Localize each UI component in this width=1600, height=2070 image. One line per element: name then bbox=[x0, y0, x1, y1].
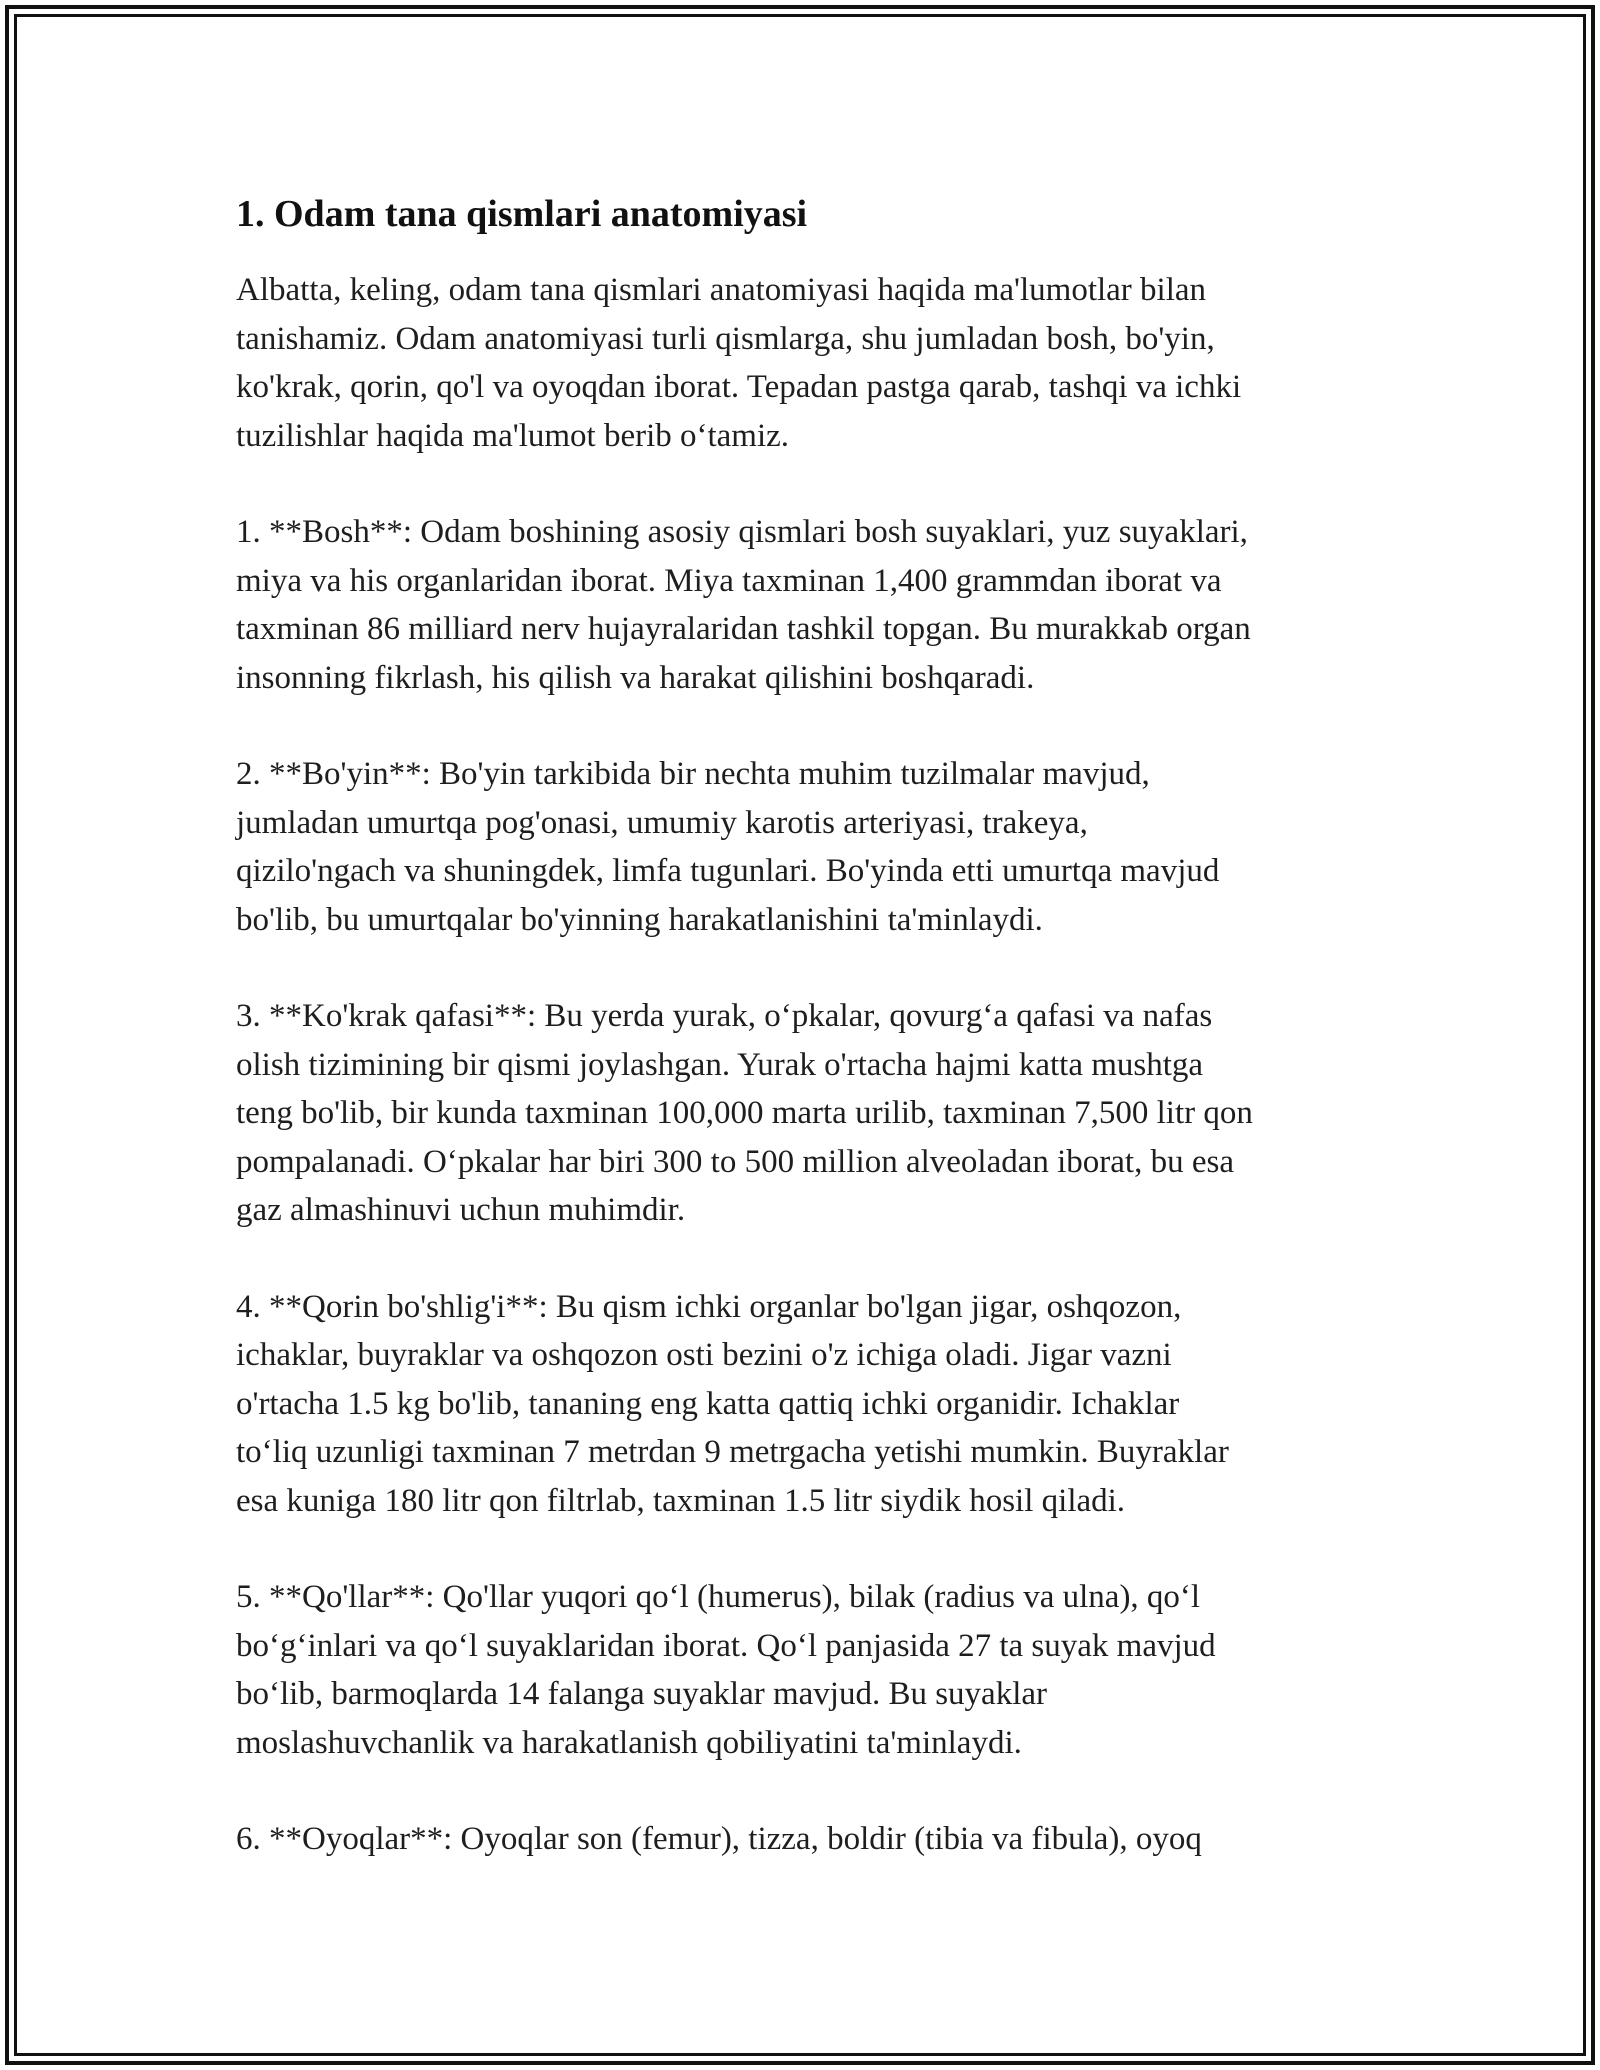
paragraph-line: 5. **Qo'llar**: Qo'llar yuqori qo‘l (humerus), bilak (radius va ulna), qo‘l bbox=[236, 1579, 1201, 1615]
document-body bbox=[236, 186, 1376, 1912]
paragraph-line: Albatta, keling, odam tana qismlari anatomiyasi haqida ma'lumotlar bilan bbox=[236, 272, 1207, 308]
paragraph-line: bo‘g‘inlari va qo‘l suyaklaridan iborat. Qo‘l panjasida 27 ta suyak mavjud bbox=[236, 1627, 1216, 1664]
paragraph-list bbox=[236, 266, 1376, 1864]
paragraph-line: o'rtacha 1.5 kg bo'lib, tananing eng katta qattiq ichki organidir. Ichaklar bbox=[236, 1385, 1180, 1422]
paragraph-line: olish tizimining bir qismi joylashgan. Yurak o'rtacha hajmi katta mushtga bbox=[236, 1046, 1204, 1083]
paragraph-line: bo‘lib, barmoqlarda 14 falanga suyaklar mavjud. Bu suyaklar bbox=[236, 1676, 1048, 1712]
paragraph-line: teng bo'lib, bir kunda taxminan 100,000 marta urilib, taxminan 7,500 litr qon bbox=[236, 1095, 1253, 1131]
paragraph-line: taxminan 86 milliard nerv hujayralaridan tashkil topgan. Bu murakkab organ bbox=[236, 611, 1251, 647]
paragraph-line: to‘liq uzunligi taxminan 7 metrdan 9 metrgacha yetishi mumkin. Buyraklar bbox=[236, 1434, 1229, 1470]
paragraph-line: tanishamiz. Odam anatomiyasi turli qismlarga, shu jumladan bosh, bo'yin, bbox=[236, 320, 1215, 357]
paragraph-line: 4. **Qorin bo'shlig'i**: Bu qism ichki organlar bo'lgan jigar, oshqozon, bbox=[236, 1288, 1182, 1325]
paragraph-line: 2. **Bo'yin**: Bo'yin tarkibida bir nechta muhim tuzilmalar mavjud, bbox=[236, 756, 1150, 792]
paragraph-line: ko'krak, qorin, qo'l va oyoqdan iborat. Tepadan pastga qarab, tashqi va ichki bbox=[236, 369, 1242, 405]
paragraph-line: miya va his organlaridan iborat. Miya taxminan 1,400 grammdan iborat va bbox=[236, 562, 1222, 599]
document-title: 1. Odam tana qismlari anatomiyasi bbox=[236, 193, 808, 235]
paragraph-line: gaz almashinuvi uchun muhimdir. bbox=[236, 1192, 686, 1228]
paragraph bbox=[236, 1573, 1376, 1767]
paragraph-line: tuzilishlar haqida ma'lumot berib o‘tamiz. bbox=[236, 417, 790, 454]
paragraph-line: moslashuvchanlik va harakatlanish qobiliyatini ta'minlaydi. bbox=[236, 1724, 1022, 1761]
paragraph-line: qizilo'ngach va shuningdek, limfa tugunlari. Bo'yinda etti umurtqa mavjud bbox=[236, 853, 1220, 889]
paragraph bbox=[236, 1283, 1376, 1526]
paragraph-line: 1. **Bosh**: Odam boshining asosiy qismlari bosh suyaklari, yuz suyaklari, bbox=[236, 514, 1248, 550]
paragraph-line: jumladan umurtqa pog'onasi, umumiy karotis arteriyasi, trakeya, bbox=[236, 804, 1088, 841]
paragraph bbox=[236, 1815, 1376, 1864]
paragraph-line: 3. **Ko'krak qafasi**: Bu yerda yurak, o‘pkalar, qovurg‘a qafasi va nafas bbox=[236, 998, 1213, 1034]
paragraph bbox=[236, 266, 1376, 460]
paragraph bbox=[236, 508, 1376, 702]
paragraph bbox=[236, 750, 1376, 944]
paragraph-line: pompalanadi. O‘pkalar har biri 300 to 500 million alveoladan iborat, bu esa bbox=[236, 1143, 1234, 1180]
paragraph-line: 6. **Oyoqlar**: Oyoqlar son (femur), tizza, boldir (tibia va fibula), oyoq bbox=[236, 1821, 1202, 1857]
paragraph-line: insonning fikrlash, his qilish va harakat qilishini boshqaradi. bbox=[236, 659, 1035, 696]
paragraph-line: ichaklar, buyraklar va oshqozon osti bezini o'z ichiga oladi. Jigar vazni bbox=[236, 1337, 1172, 1373]
paragraph-line: bo'lib, bu umurtqalar bo'yinning harakatlanishini ta'minlaydi. bbox=[236, 901, 1043, 938]
paragraph-line: esa kuniga 180 litr qon filtrlab, taxminan 1.5 litr siydik hosil qiladi. bbox=[236, 1482, 1126, 1519]
paragraph bbox=[236, 992, 1376, 1235]
